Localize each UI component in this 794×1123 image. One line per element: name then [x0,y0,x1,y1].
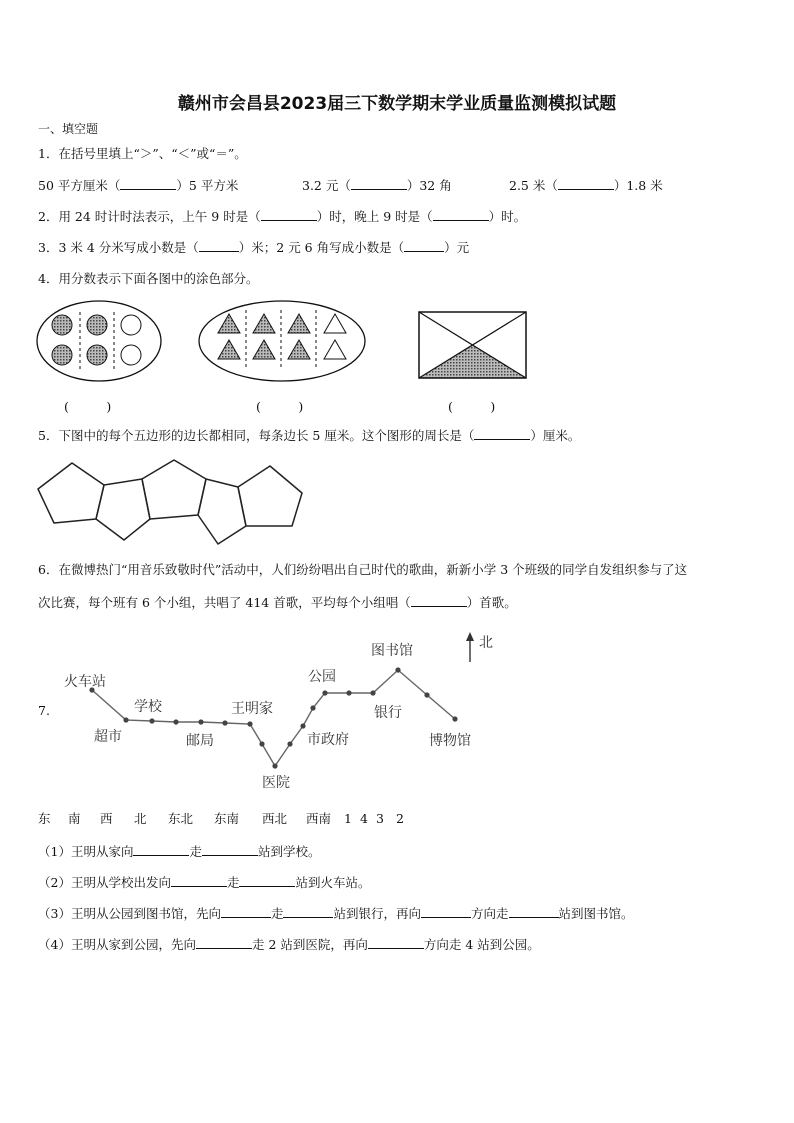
q1-b-right: ）32 角 [406,178,452,193]
q1-item-b [302,177,452,194]
answer-paren[interactable]: ( ) [448,399,496,414]
q5-text-a: 5．下图中的每个五边形的边长都相同，每条边长 5 厘米。这个图形的周长是（ [38,428,475,443]
station-dot [300,723,305,728]
empty-circle [121,345,141,365]
pentagon [38,463,104,523]
q7-sub3-text: （3）王明从公园到图书馆，先向 [38,906,221,921]
q7-word-bank [38,811,410,827]
q7-sub4-text: 走 2 站到医院，再向 [251,937,368,952]
q3-text-a: 3．3 米 4 分米写成小数是（ [38,240,199,255]
q7-sub4 [38,936,540,953]
q7-sub1-text: 走 [189,844,202,859]
label-train-station: 火车站 [64,674,106,690]
q5-text-b: ）厘米。 [530,428,581,443]
station-dot [272,763,277,768]
q1-stem: 1．在括号里填上“＞”、“＜”或“＝”。 [38,146,247,161]
shaded-triangle [288,314,310,333]
q6-line2 [38,594,517,611]
answer-blank[interactable] [239,874,295,887]
word-option: 3 [376,811,384,826]
q4-stem: 4．用分数表示下面各图中的涂色部分。 [38,271,259,286]
station-dot [310,705,315,710]
answer-blank[interactable] [171,874,227,887]
station-dot [370,690,375,695]
station-dot [346,690,351,695]
station-dot [322,690,327,695]
station-dot [247,721,252,726]
oval-outline [37,301,161,381]
station-dot [173,719,178,724]
q7-sub3-text: 站到银行，再向 [333,906,421,921]
answer-blank[interactable] [202,843,258,856]
q7-sub1 [38,843,321,860]
label-city-hall: 市政府 [307,732,349,748]
shaded-triangle [288,340,310,359]
word-option: 西北 [262,811,288,826]
q1-c-right: ）1.8 米 [613,178,663,193]
answer-blank[interactable] [199,239,239,252]
label-post-office: 邮局 [186,733,214,749]
pentagon [142,460,206,519]
oval-outline [199,301,365,381]
q7-sub4-text: 方向走 4 站到公园。 [423,937,540,952]
q7-sub2-text: 站到火车站。 [295,875,371,890]
answer-blank[interactable] [368,936,424,949]
station-dot [452,716,457,721]
answer-blank[interactable] [474,427,530,440]
q7-sub3-text: 方向走 [471,906,509,921]
q2-text-b: ）时，晚上 9 时是（ [316,209,433,224]
label-bank: 银行 [374,705,402,721]
q1-b-left: 3.2 元（ [302,178,351,193]
word-option: 东北 [168,811,194,826]
station-dot [424,692,429,697]
q1-a-left: 50 平方厘米（ [38,178,121,193]
answer-blank[interactable] [196,936,252,949]
pentagon [96,479,150,540]
answer-blank[interactable] [509,905,559,918]
q4-figures [0,296,794,388]
word-option: 东南 [214,811,240,826]
label-hospital: 医院 [262,775,290,791]
shaded-triangle [253,340,275,359]
q2-text-a: 2．用 24 时计时法表示，上午 9 时是（ [38,209,261,224]
answer-paren[interactable]: ( ) [64,399,112,414]
station-dot [123,717,128,722]
empty-circle [121,315,141,335]
answer-blank[interactable] [283,905,333,918]
q7-sub2 [38,874,371,891]
q3 [38,239,469,256]
q3-text-c: ）元 [444,240,470,255]
q1-item-a [38,177,238,194]
answer-blank[interactable] [133,843,189,856]
figure-circles-oval [37,301,161,381]
q1-c-left: 2.5 米（ [509,178,558,193]
station-dot [198,719,203,724]
word-option: 南 [68,811,81,826]
q7-sub2-text: 走 [226,875,240,890]
answer-paren[interactable]: ( ) [256,399,304,414]
shaded-triangle [218,340,240,359]
label-library: 图书馆 [371,643,413,659]
q7-sub3-text: 走 [270,906,284,921]
shaded-circle [52,345,72,365]
station-dot [149,718,154,723]
q1-a-right: ）5 平方米 [176,178,239,193]
answer-blank[interactable] [221,905,271,918]
north-arrow-icon [466,632,474,662]
answer-blank[interactable] [411,594,467,607]
word-option: 西南 [306,811,332,826]
answer-blank[interactable] [433,208,489,221]
label-supermarket: 超市 [94,729,122,745]
figure-rectangle-diagonals [419,312,526,378]
answer-blank[interactable] [404,239,444,252]
q7-sub1-text: （1）王明从家向 [38,844,134,859]
station-dot [395,667,400,672]
answer-blank[interactable] [351,177,407,190]
q7-sub4-text: （4）王明从家到公园，先向 [38,937,196,952]
q7-number: 7. [38,703,50,718]
station-dot [287,741,292,746]
label-museum: 博物馆 [429,733,471,749]
q3-text-b: ）米；2 元 6 角写成小数是（ [238,240,405,255]
answer-blank[interactable] [421,905,471,918]
q7-sub3-text: 站到图书馆。 [558,906,634,921]
label-school: 学校 [134,699,162,715]
answer-blank[interactable] [261,208,317,221]
station-dot [259,741,264,746]
word-option: 1 [344,811,352,826]
route-map [0,620,520,800]
q1-item-c [509,177,663,194]
label-north: 北 [479,635,493,651]
pentagon [238,466,302,526]
label-park: 公园 [308,669,336,685]
section-heading: 一、填空题 [38,122,99,136]
label-wangming-home: 王明家 [231,701,273,717]
pentagon-chain-figure [0,455,330,550]
shaded-triangle [419,345,526,378]
q7-sub1-text: 站到学校。 [257,844,321,859]
q7-sub2-text: （2）王明从学校出发向 [38,875,171,890]
shaded-triangle [218,314,240,333]
q6-text-b: ）首歌。 [466,595,517,610]
shaded-circle [87,315,107,335]
q2 [38,208,526,225]
word-option: 西 [100,811,113,826]
word-option: 4 [360,811,368,826]
q5 [38,427,580,444]
q2-text-c: ）时。 [488,209,527,224]
word-option: 东 [38,811,51,826]
q6-line1: 6．在微博热门“用音乐致敬时代”活动中，人们纷纷唱出自己时代的歌曲，新新小学 3 个班级的同学自发组织参与了这 [38,562,688,577]
shaded-circle [52,315,72,335]
word-option: 2 [396,811,404,826]
answer-blank[interactable] [558,177,614,190]
empty-triangle [324,340,346,359]
station-dot [222,720,227,725]
q6-text-a: 次比赛，每个班有 6 个小组，共唱了 414 首歌，平均每个小组唱（ [38,595,411,610]
figure-triangles-oval [199,301,365,381]
route-stops [89,667,457,768]
empty-triangle [324,314,346,333]
page-title: 赣州市会昌县2023届三下数学期末学业质量监测模拟试题 [177,94,617,114]
answer-blank[interactable] [120,177,176,190]
q7-sub3 [38,905,634,922]
shaded-circle [87,345,107,365]
word-option: 北 [134,811,147,826]
shaded-triangle [253,314,275,333]
